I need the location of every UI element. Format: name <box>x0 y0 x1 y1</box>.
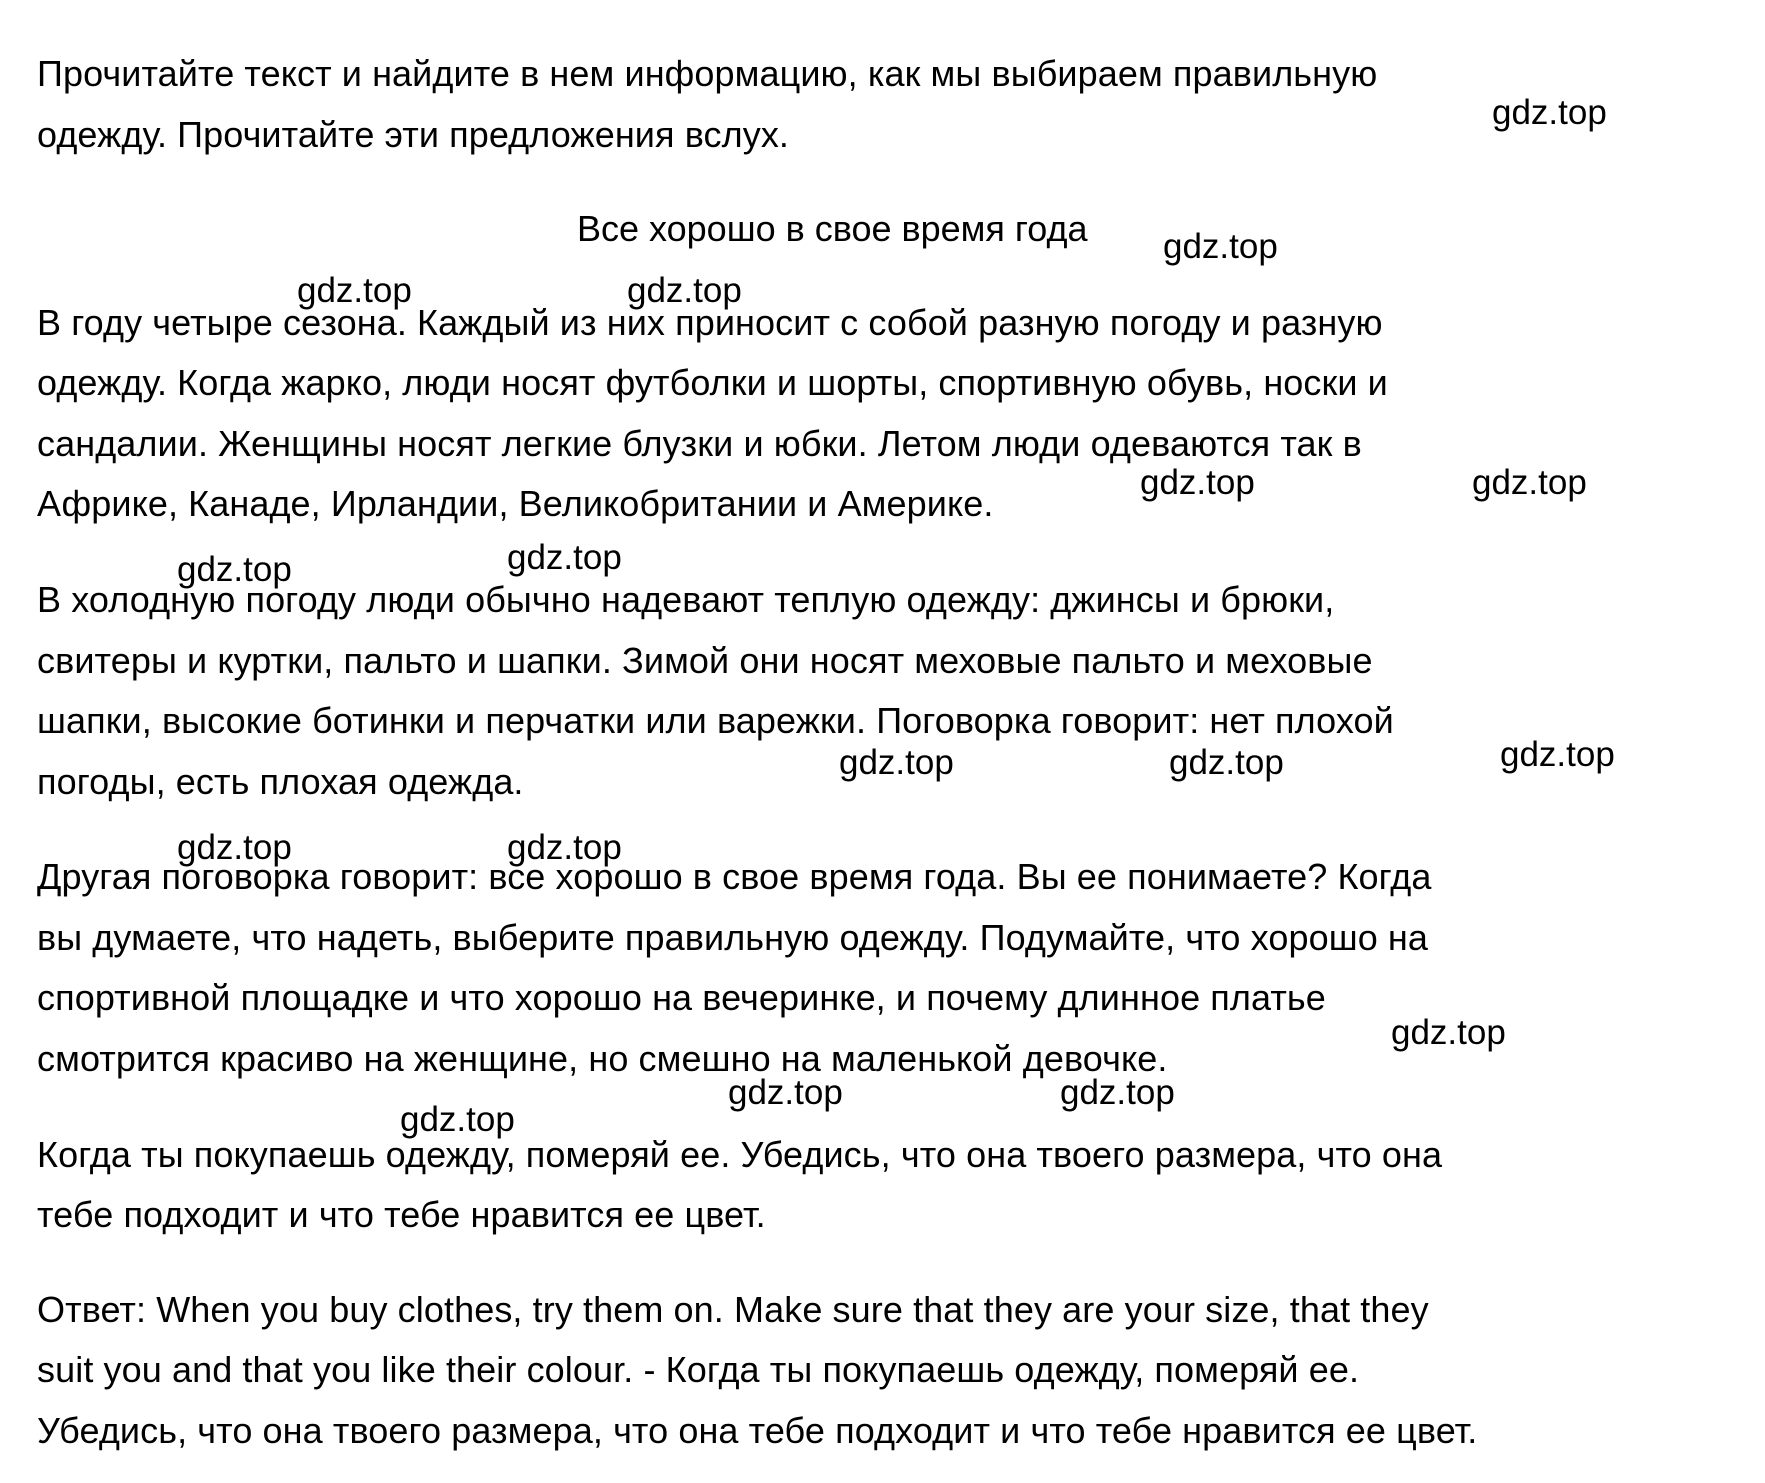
answer-line-2: suit you and that you like their colour. - Когда ты покупаешь одежду, померяй ее. <box>37 1349 1360 1390</box>
watermark: gdz.top <box>400 1100 515 1139</box>
paragraph-3-line-3: спортивной площадке и что хорошо на вечеринке, и почему длинное платье <box>37 977 1326 1018</box>
answer-line-1: Ответ: When you buy clothes, try them on. Make sure that they are your size, that they <box>37 1289 1429 1330</box>
watermark: gdz.top <box>1163 227 1278 266</box>
watermark: gdz.top <box>1500 735 1615 774</box>
paragraph-3-line-1: Другая поговорка говорит: все хорошо в свое время года. Вы ее понимаете? Когда <box>37 856 1432 897</box>
watermark: gdz.top <box>297 271 412 310</box>
watermark: gdz.top <box>1472 463 1587 502</box>
watermark: gdz.top <box>1391 1013 1506 1052</box>
paragraph-2-line-3: шапки, высокие ботинки и перчатки или варежки. Поговорка говорит: нет плохой <box>37 700 1394 741</box>
paragraph-1-line-3: сандалии. Женщины носят легкие блузки и юбки. Летом люди одеваются так в <box>37 423 1362 464</box>
watermark: gdz.top <box>1140 463 1255 502</box>
watermark: gdz.top <box>1060 1073 1175 1112</box>
watermark: gdz.top <box>507 538 622 577</box>
paragraph-3-line-4: смотрится красиво на женщине, но смешно на маленькой девочке. <box>37 1038 1168 1079</box>
answer-line-3: Убедись, что она твоего размера, что она тебе подходит и что тебе нравится ее цвет. <box>37 1410 1478 1451</box>
watermark: gdz.top <box>1169 743 1284 782</box>
paragraph-1-line-4: Африке, Канаде, Ирландии, Великобритании и Америке. <box>37 483 994 524</box>
watermark: gdz.top <box>627 271 742 310</box>
watermark: gdz.top <box>177 828 292 867</box>
intro-line-2: одежду. Прочитайте эти предложения вслух. <box>37 114 790 155</box>
paragraph-4-line-1: Когда ты покупаешь одежду, померяй ее. Убедись, что она твоего размера, что она <box>37 1134 1443 1175</box>
watermark: gdz.top <box>507 828 622 867</box>
paragraph-2-line-1: В холодную погоду люди обычно надевают теплую одежду: джинсы и брюки, <box>37 579 1335 620</box>
text-title: Все хорошо в свое время года <box>577 208 1088 249</box>
paragraph-4-line-2: тебе подходит и что тебе нравится ее цвет. <box>37 1194 766 1235</box>
paragraph-1-line-1: В году четыре сезона. Каждый из них приносит с собой разную погоду и разную <box>37 302 1383 343</box>
intro-line-1: Прочитайте текст и найдите в нем информацию, как мы выбираем правильную <box>37 53 1378 94</box>
paragraph-2-line-2: свитеры и куртки, пальто и шапки. Зимой они носят меховые пальто и меховые <box>37 640 1373 681</box>
watermark: gdz.top <box>839 743 954 782</box>
watermark: gdz.top <box>728 1073 843 1112</box>
paragraph-1-line-2: одежду. Когда жарко, люди носят футболки и шорты, спортивную обувь, носки и <box>37 362 1388 403</box>
paragraph-3-line-2: вы думаете, что надеть, выберите правильную одежду. Подумайте, что хорошо на <box>37 917 1429 958</box>
watermark: gdz.top <box>1492 93 1607 132</box>
watermark: gdz.top <box>177 550 292 589</box>
paragraph-2-line-4: погоды, есть плохая одежда. <box>37 761 524 802</box>
